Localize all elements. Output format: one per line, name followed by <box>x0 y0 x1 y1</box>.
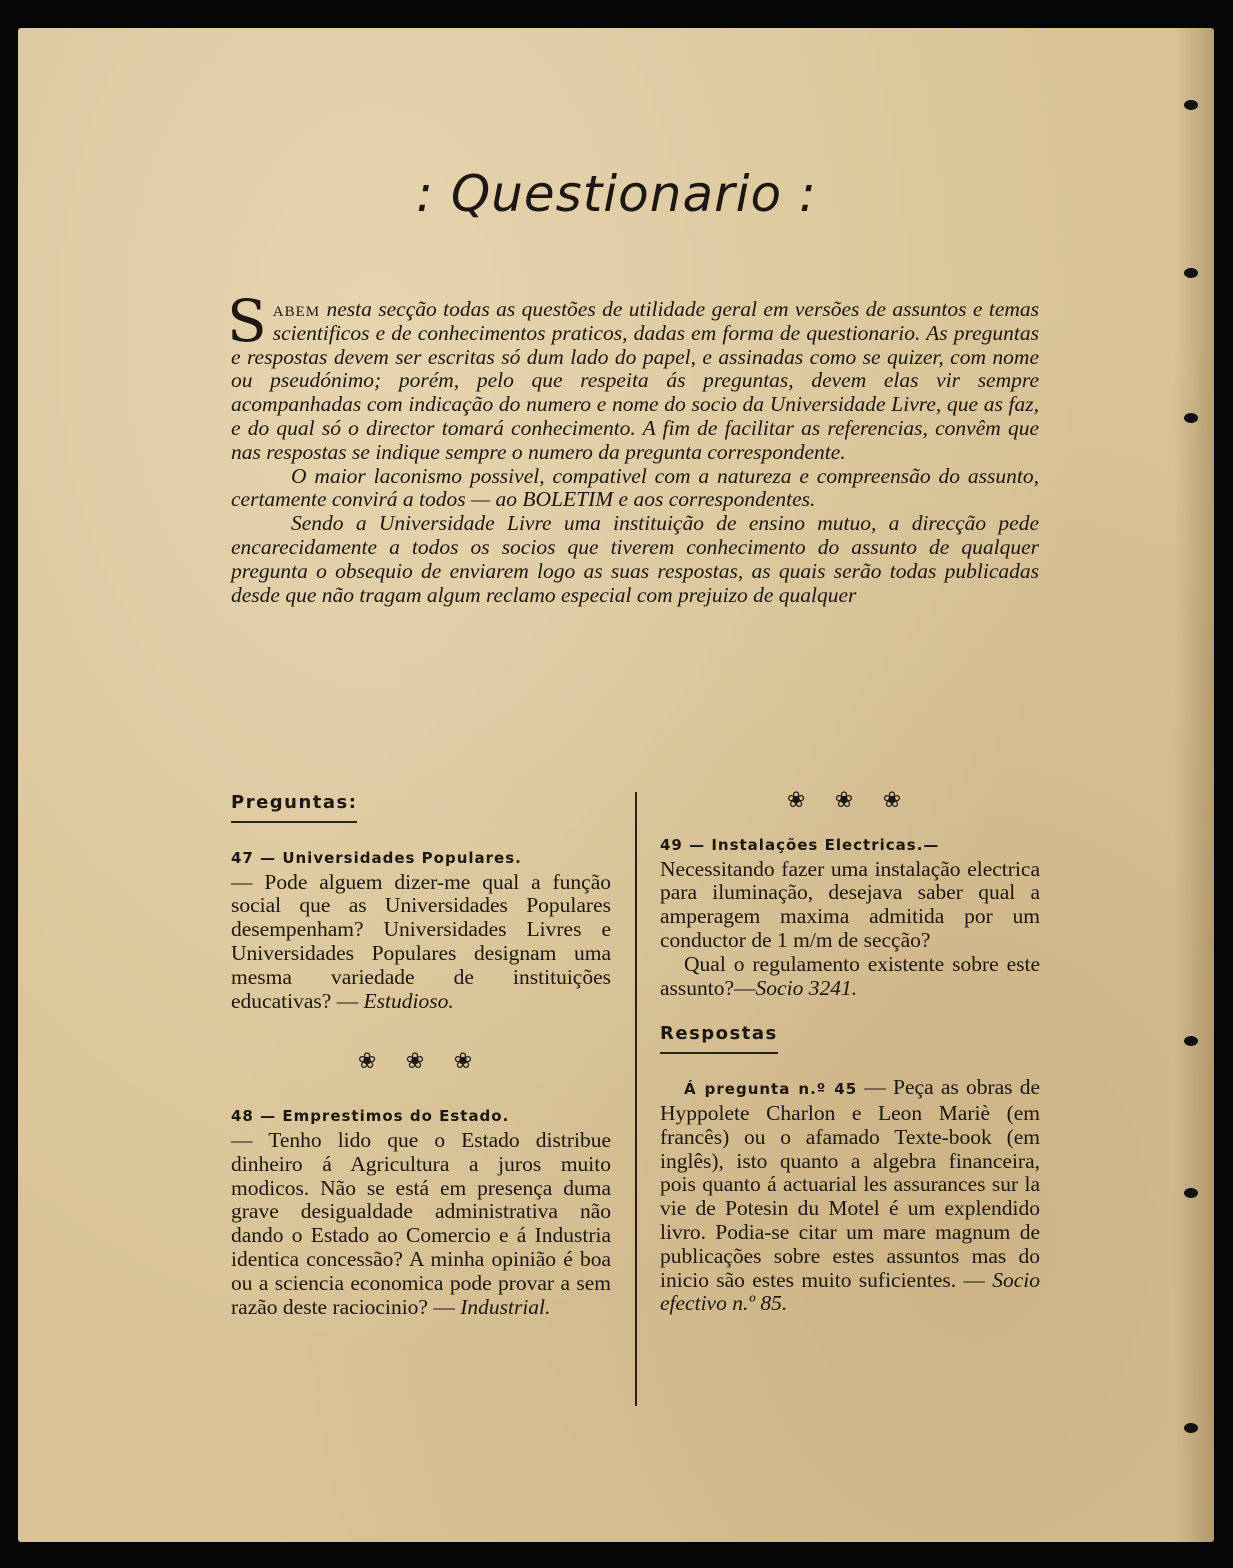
intro-paragraph-3: Sendo a Universidade Livre uma instituição de ensino mutuo, a direcção pede encarecidamente a todos os socios que tiverem conhecimento do assunto de qualquer pregunta o obsequio de enviarem logo as suas respostas, as quais serão todas publicadas desde que não tragam algum reclamo especial com prejuizo de qualquer <box>231 511 1039 607</box>
ornament-stars: ❀ ❀ ❀ <box>786 787 914 812</box>
intro-paragraph-2: O maior laconismo possivel, compativel com a natureza e compreensão do assunto, certamente convirá a todos — ao BOLETIM e aos correspondentes. <box>231 463 1039 512</box>
column-divider <box>635 792 637 1406</box>
question-49-signature: Socio 3241. <box>755 975 858 1000</box>
binding-hole <box>1184 413 1198 423</box>
question-48-label: 48 — Emprestimos do Estado. <box>231 1107 510 1126</box>
question-47-label: 47 — Universidades Populares. <box>231 848 522 867</box>
intro-paragraph-1 <box>227 287 1040 465</box>
answer-45-label: Á pregunta n.º 45 <box>684 1080 858 1099</box>
intro-p1-text: nesta secção todas as questões de utilidade geral em versões de assuntos e temas scientificos e de conhecimentos praticos, dadas em forma de questionario. As preguntas e respostas devem ser escritas só dum lado do papel, e assinadas como se quizer, com nome ou pseudónimo; porém, pelo que respeita ás preguntas, devem elas vir sempre acompanhadas com indicação do numero e nome do socio da Universidade Livre, que as faz, e do qual só o director tomará conhecimento. A fim de facilitar as referencias, convêm que nas respostas se indique sempre o numero da pregunta correspondente. <box>231 297 1040 464</box>
question-49-continuation <box>660 953 1040 1001</box>
answer-45-signature: Socio efectivo n.º 85. <box>660 1267 1041 1316</box>
question-48-text: — Tenho lido que o Estado distribue dinheiro á Agricultura a juros muito modicos. Não se está em presença duma grave desigualdade administrativa não dando o Estado ao Comercio e á Industria identica concessão? A minha opinião é boa ou a sciencia economica pode provar a sem razão deste raciocinio? — <box>231 1127 611 1319</box>
binding-hole <box>1184 1423 1198 1433</box>
page-spine <box>1174 28 1214 1542</box>
binding-hole <box>1184 1036 1198 1046</box>
binding-hole <box>1184 268 1198 278</box>
question-49-label: 49 — Instalações Electricas.— <box>660 835 940 854</box>
answer-45-text: — Peça as obras de Hyppolete Charlon e Leon Mariè (em francês) ou o afamado Texte-book (em inglês), isto quanto a algebra financeira, pois quanto á actuarial les assurances sur la vie de Potesin du Motel é um explendido livro. Podia-se citar um mare magnum de publicações sobre estes assuntos mas do inicio são estes muito suficientes. — <box>660 1075 1041 1292</box>
binding-hole <box>1184 100 1198 110</box>
intro-text <box>227 287 1040 607</box>
page-title: : Questionario : <box>416 165 817 223</box>
question-48 <box>231 1103 611 1319</box>
question-49-text: Necessitando fazer uma instalação electrica para iluminação, desejava saber qual a amperagem maxima admitida por um conductor de 1 m/m de secção? <box>660 856 1040 952</box>
right-column <box>660 788 1040 1316</box>
preguntas-heading: Preguntas: <box>231 791 357 823</box>
answer-45 <box>660 1076 1040 1316</box>
question-49-text2: Qual o regulamento existente sobre este assunto?— <box>660 951 1040 1000</box>
ornament-stars: ❀ ❀ ❀ <box>357 1048 485 1074</box>
lead-word: abem <box>272 297 321 321</box>
left-column <box>231 790 611 1319</box>
question-48-signature: Industrial. <box>460 1294 551 1319</box>
drop-cap: S <box>227 287 267 355</box>
respostas-heading: Respostas <box>660 1022 778 1054</box>
question-47-text: — Pode alguem dizer-me qual a função social que as Universidades Populares desempenham? Universidades Livres e Universidades Populares designam uma mesma variedade de instituições educativas? — <box>231 869 611 1013</box>
question-47-signature: Estudioso. <box>363 988 454 1013</box>
binding-hole <box>1184 1188 1198 1198</box>
question-47 <box>231 845 611 1014</box>
question-49 <box>660 832 1040 953</box>
